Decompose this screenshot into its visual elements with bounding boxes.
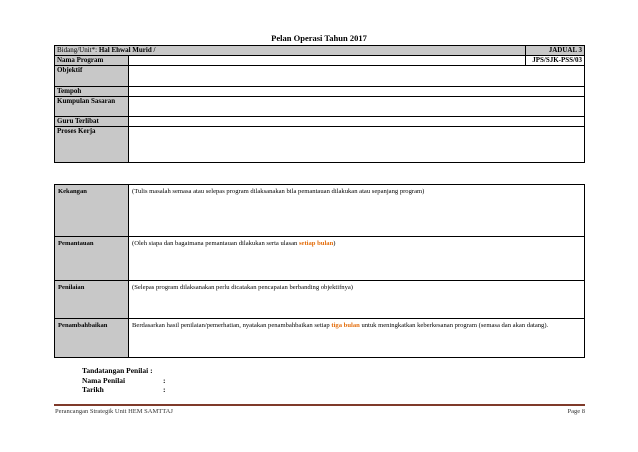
penilaian-text: (Selepas program dilaksanakan perlu dicatakan pencapaian berbanding objektifnya) (129, 281, 585, 319)
nama-row (82, 376, 166, 386)
nama-label: Nama Penilai (82, 375, 126, 385)
proses-label: Proses Kerja (55, 127, 129, 163)
bidang-label: Bidang/Unit*: (57, 46, 98, 54)
nama-program-value[interactable] (129, 56, 526, 66)
nama-program-label: Nama Program (55, 56, 129, 66)
tempoh-value[interactable] (129, 87, 585, 97)
penambahbaikan-text (129, 319, 585, 358)
kekangan-text: (Tulis masalah semasa atau selepas program dilaksanakan bila pemantauan dilakukan atau sepanjang program) (129, 185, 585, 237)
objektif-value[interactable] (129, 66, 585, 87)
program-info-table (54, 45, 585, 163)
proses-value[interactable] (129, 127, 585, 163)
penambahbaikan-text-b: untuk meningkatkan keberkesanan program (semasa dan akan datang). (359, 322, 549, 329)
penilaian-label: Penilaian (55, 281, 129, 319)
objektif-label: Objektif (55, 66, 129, 87)
guru-value[interactable] (129, 117, 585, 127)
pemantauan-label: Pemantauan (55, 237, 129, 281)
tandatangan-label: Tandatangan Penilai : (82, 366, 153, 375)
jadual-cell: JADUAL 3 (526, 46, 585, 56)
tarikh-row (82, 385, 166, 395)
bidang-cell (55, 46, 526, 56)
footer-text: Perancangan Strategik Unit HEM SAMTTAJ (55, 408, 173, 415)
penambahbaikan-label: Penambahbaikan (55, 319, 129, 358)
guru-label: Guru Terlibat (55, 117, 129, 127)
bidang-value: Hal Ehwal Murid / (98, 46, 156, 54)
evaluation-table (54, 184, 585, 358)
tarikh-colon: : (163, 385, 166, 394)
pemantauan-text (129, 237, 585, 281)
kumpulan-value[interactable] (129, 97, 585, 117)
pemantauan-text-a: (Oleh siapa dan bagaimana pemantauan dilakukan serta ulasan (132, 240, 299, 247)
kekangan-label: Kekangan (55, 185, 129, 237)
penambahbaikan-highlight: tiga bulan (331, 322, 360, 329)
pemantauan-highlight: setiap bulan (298, 240, 334, 247)
signature-block (82, 366, 166, 395)
tarikh-label: Tarikh (82, 385, 104, 394)
penambahbaikan-text-a: Berdasarkan hasil penilaian/pemerhatian, nyatakan penambahbaikan setiap (132, 322, 332, 329)
page-title: Pelan Operasi Tahun 2017 (271, 33, 367, 43)
footer-divider (54, 404, 585, 406)
program-code: JPS/SJK-PSS/03 (526, 56, 585, 66)
pemantauan-text-b: ) (333, 240, 336, 247)
tempoh-label: Tempoh (55, 87, 129, 97)
page-number: Page 8 (567, 408, 585, 415)
nama-colon: : (163, 375, 166, 385)
kumpulan-label: Kumpulan Sasaran (55, 97, 129, 117)
